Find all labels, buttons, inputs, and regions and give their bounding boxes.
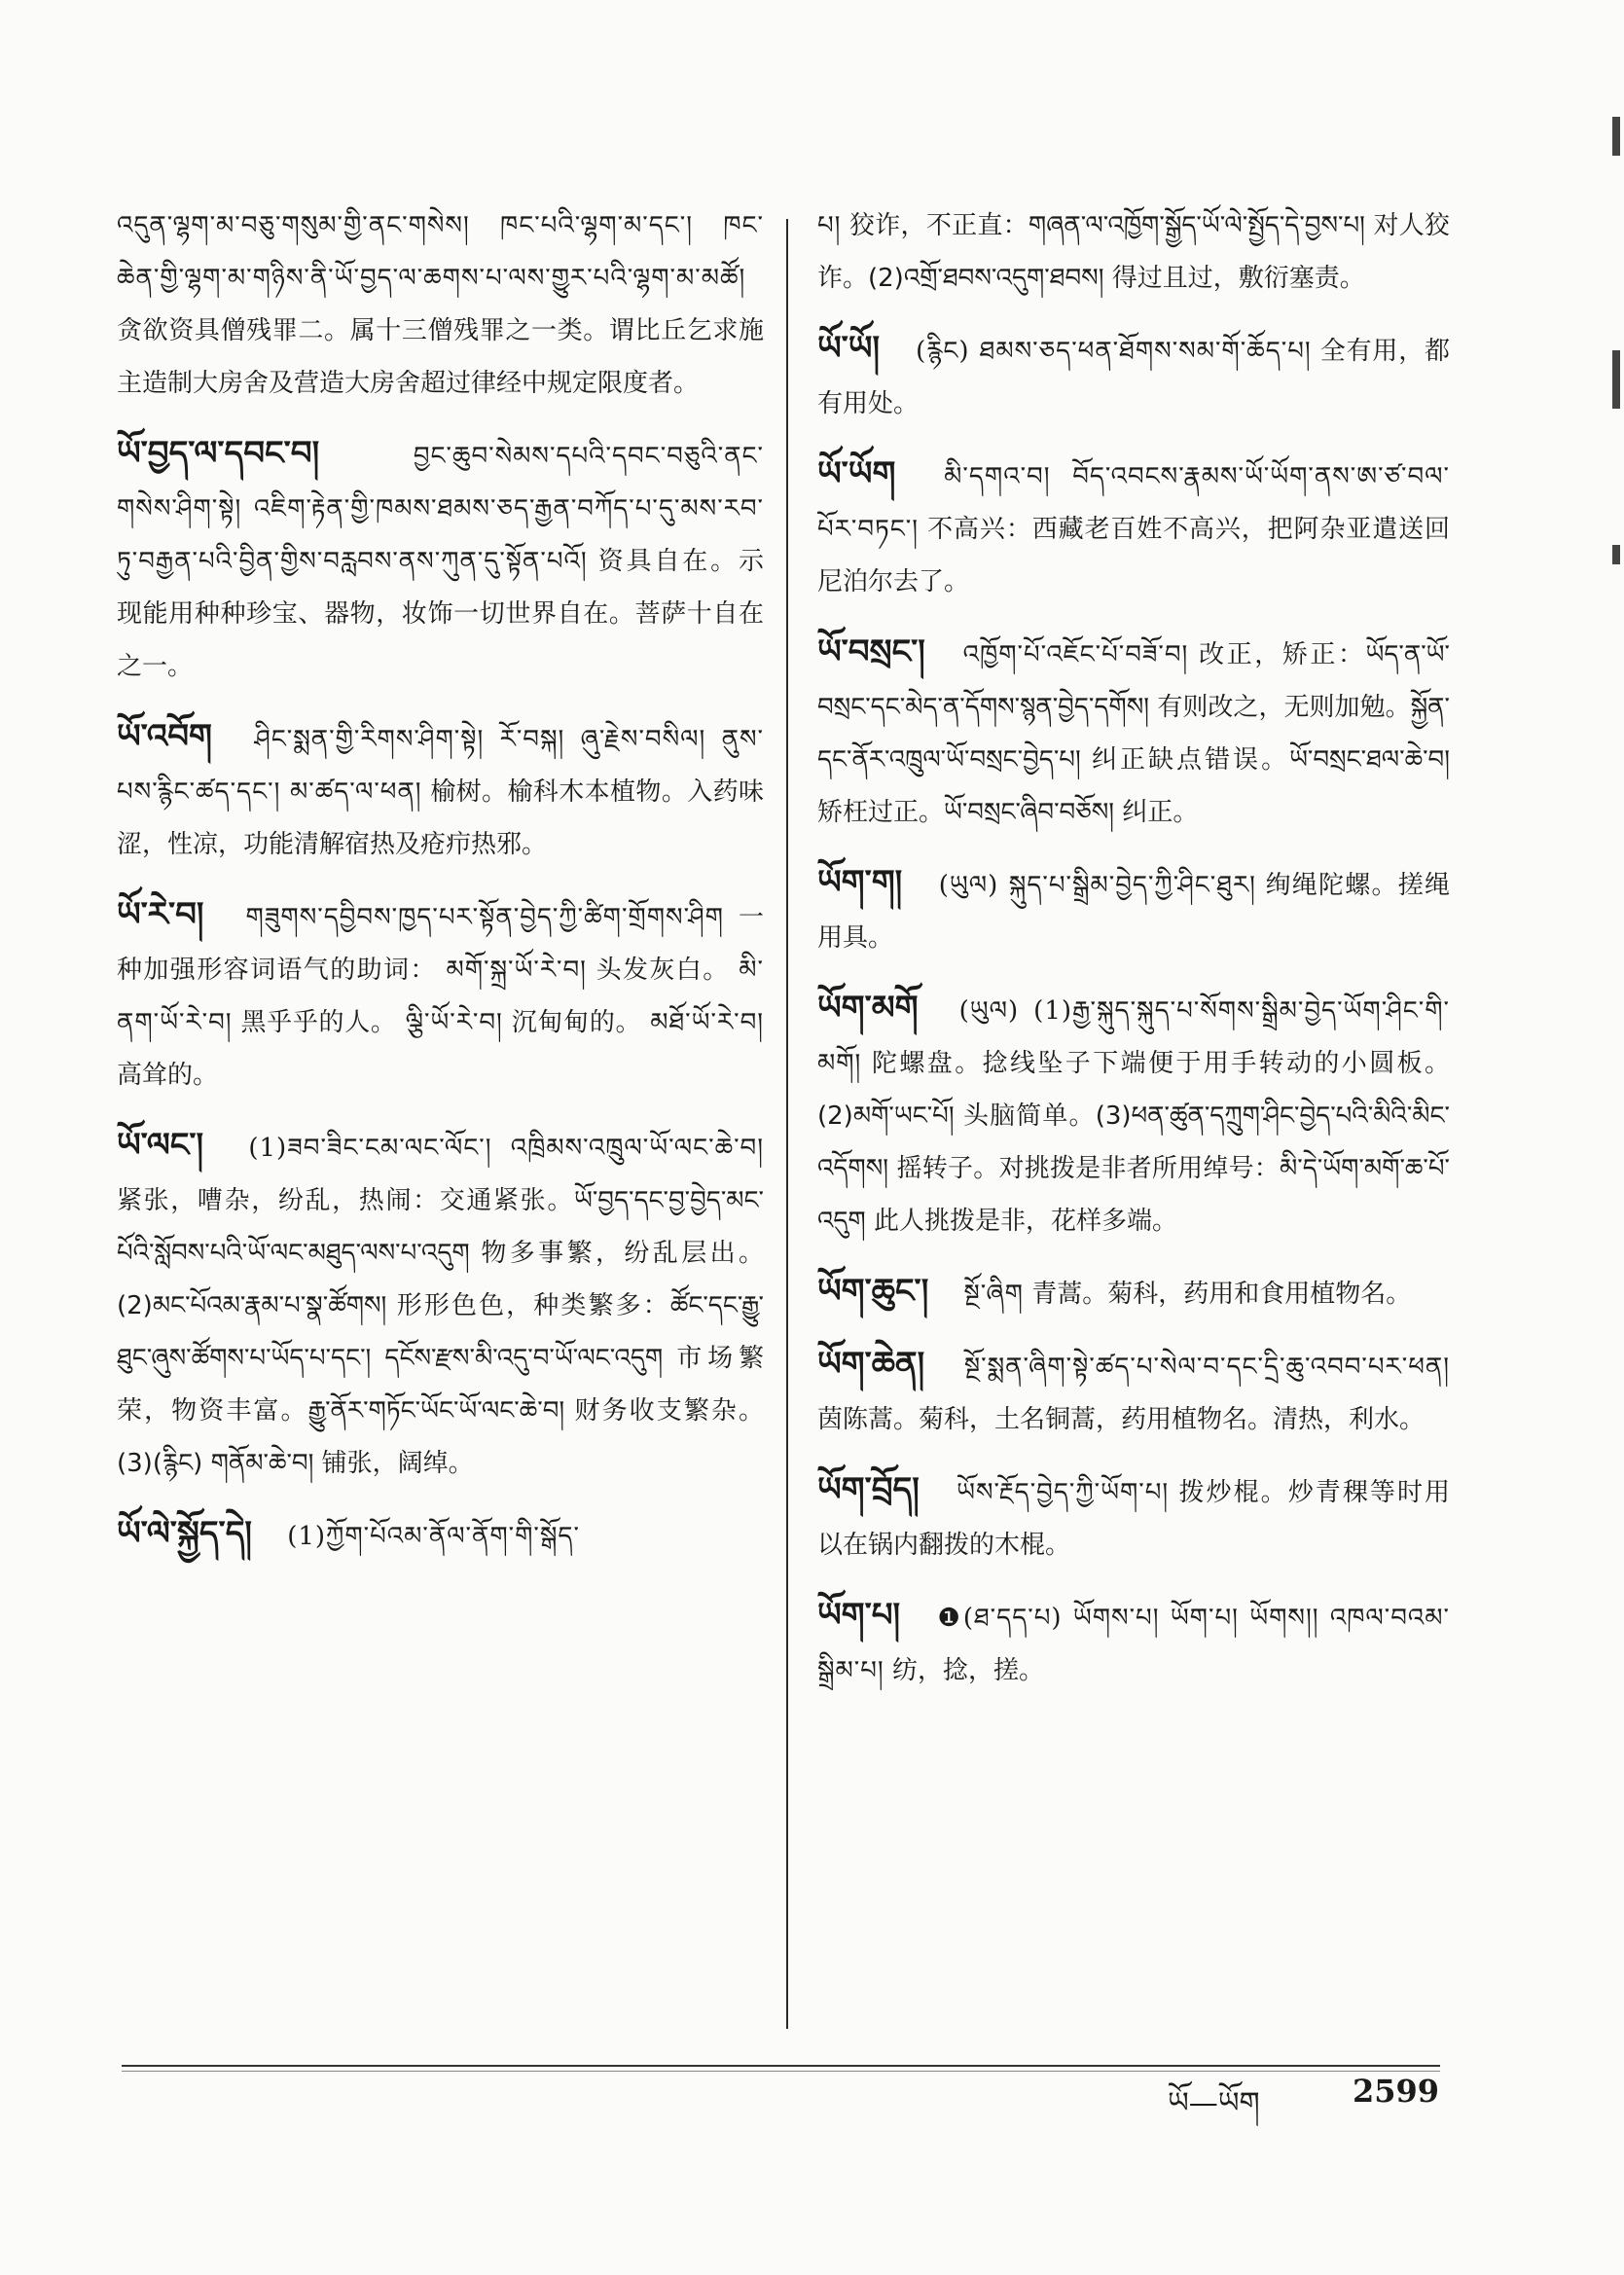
right-column xyxy=(817,199,1450,1715)
page-number: 2599 xyxy=(1353,2073,1440,2110)
definition-chinese: 紧张，嘈杂，纷乱，热闹：交通紧张。ཡོ་བྱད་དང་བྱ་བྱེད་མང་པོའི་སློབས་པའི་ཡོ་ལང་མཐུད་ལས་པ་འདུག 物多事繁，纷乱层出。(2)མང་པོའམ་རྣམ་པ་སྣ་ཚོགས། 形形色色，种类繁多：ཚོང་དང་རྒྱུ་ཐུང་ཞུས་ཚོགས་པ་ཡོད་པ་དང་། དངོས་རྫས་མི་འདུ་བ་ཡོ་ལང་འདུག 市场繁荣，物资丰富。རྒྱུ་ནོར་གཏོང་ཡོང་ཡོ་ལང་ཆེ་བ། 财务收支繁杂。(3)(རྙིང) གནོམ་ཆེ་བ། 铺张，阔绰。 xyxy=(117,1186,764,1478)
definition-chinese: 青蒿。菊科，药用和食用植物名。 xyxy=(1031,1280,1412,1309)
headword: ཡོ་ལེ་སྐྱོད་དེ། xyxy=(117,1514,252,1553)
example-chinese: 头发灰白。 xyxy=(595,956,730,985)
entry-continuation xyxy=(117,199,764,410)
definition-tibetan: (1)ཟབ་ཟིང་ངམ་ལང་ལོང་། འཁྲིམས་འཁྲུལ་ཡོ་ལང་ཆེ་བ། xyxy=(248,1134,764,1163)
binding-mark xyxy=(1612,545,1620,564)
definition-tibetan: ཡོས་རྔོད་བྱེད་ཀྱི་ཡོག་པ། xyxy=(956,1478,1170,1507)
definition-tibetan: (ཡུལ) སྐུད་པ་སྒྲིམ་བྱེད་ཀྱི་ཤིང་ཐུར། xyxy=(938,871,1256,900)
headword: ཡོ་ལང་། xyxy=(117,1126,204,1165)
footer-rule xyxy=(122,2065,1440,2067)
definition-chinese: 绚绳陀螺。搓绳用具。 xyxy=(817,871,1451,953)
headword: ཡོ་བྱད་ལ་དབང་བ། xyxy=(117,434,320,473)
binding-mark xyxy=(1612,350,1620,409)
dictionary-entry xyxy=(817,1265,1450,1320)
definition-tibetan: པ། xyxy=(817,211,842,240)
example-tibetan: མི་ནག་ཡོ་རེ་བ། xyxy=(117,956,764,1037)
dictionary-entry xyxy=(817,448,1450,608)
dictionary-entry xyxy=(817,982,1450,1247)
definition-tibetan: (རྙིང) ཐམས་ཅད་ཕན་ཐོགས་སམ་གོ་ཆོད་པ། xyxy=(916,337,1312,366)
dictionary-entry xyxy=(117,888,764,1101)
dictionary-entry xyxy=(817,626,1450,839)
headword: ཡོ་ཡོག xyxy=(817,454,896,493)
example-chinese: 黑乎乎的人。 xyxy=(240,1008,397,1037)
headword: ཡོག་ཆུང་། xyxy=(817,1272,929,1311)
running-footer-range: ཡོ—ཡོག xyxy=(1168,2086,1260,2120)
headword: ཡོག་པ། xyxy=(817,1596,901,1635)
headword: ཡོ་ཡོ། xyxy=(817,329,880,368)
dictionary-entry xyxy=(817,1463,1450,1571)
dictionary-entry xyxy=(817,1589,1450,1697)
definition-tibetan: གཟུགས་དབྱིབས་ཁྱད་པར་སྟོན་བྱེད་ཀྱི་ཚིག་གྲོགས་ཤིག xyxy=(245,903,724,932)
headword: ཡོ་འབོག xyxy=(117,717,212,756)
example-tibetan: མགོ་སྐྲ་ཡོ་རེ་བ། xyxy=(446,956,587,985)
column-divider xyxy=(786,219,788,2029)
definition-tibetan: ཤིང་སྨན་གྱི་རིགས་ཤིག་སྟེ། རོ་བསྐ། ཞུ་རྗེས་བསིལ། ནུས་པས་རྙིང་ཚད་དང་། མ་ཚད་ལ་ཕན། xyxy=(117,725,765,807)
definition-chinese: 全有用，都有用处。 xyxy=(817,337,1451,418)
definition-chinese: 狡诈，不正直：གཞན་ལ་འཁྱོག་སྒྱོད་ཡོ་ལེ་སྤྱོད་དེ་བྱས་པ། 对人狡诈。(2)འགྲོ་ཐབས་འདུག་ཐབས། 得过且过，敷衍塞责。 xyxy=(817,211,1451,293)
definition-chinese: 榆树。榆科木本植物。入药味涩，性凉，功能清解宿热及疮疖热邪。 xyxy=(117,777,765,859)
definition-tibetan: (ཡུལ) (1)རྒྱ་སྐུད་སྐུད་པ་སོགས་སྒྲིམ་བྱེད་ཡོག་ཤིང་གི་མགོ། xyxy=(817,996,1450,1078)
headword: ཡོག་མགོ xyxy=(817,989,919,1028)
dictionary-entry xyxy=(117,1507,764,1563)
dictionary-entry xyxy=(117,1119,764,1490)
dictionary-entry xyxy=(817,856,1450,964)
example-tibetan: ལྕི་ཡོ་རེ་བ། xyxy=(405,1008,503,1037)
entry-continuation xyxy=(817,199,1450,305)
definition-chinese: 茵陈蒿。菊科，土名铜蒿，药用植物名。清热，利水。 xyxy=(817,1405,1426,1434)
example-tibetan: མཐོ་ཡོ་རེ་བ། xyxy=(650,1008,765,1037)
dictionary-entry xyxy=(117,427,764,693)
definition-chinese: 资具自在。示现能用种种珍宝、器物，妆饰一切世界自在。菩萨十自在之一。 xyxy=(117,547,764,681)
example-chinese: 沉甸甸的。 xyxy=(511,1008,642,1037)
dictionary-entry xyxy=(817,1338,1450,1446)
definition-tibetan: སྔོ་ཞིག xyxy=(963,1280,1024,1309)
definition-chinese: 一种加强形容词语气的助词： xyxy=(117,903,765,985)
headword: ཡོག་བྲོད། xyxy=(817,1470,920,1509)
definition-tibetan: ❶(ཐ་དད་པ) ཡོགས་པ། ཡོག་པ། ཡོགས།། འཁལ་བའམ་སྒྲིམ་པ། xyxy=(817,1604,1451,1685)
left-column xyxy=(117,199,764,1580)
headword: ཡོག་ག། xyxy=(817,863,903,902)
definition-tibetan: སྔོ་སྨན་ཞིག་སྟེ་ཚད་པ་སེལ་བ་དང་དྲི་ཆུ་འབབ་པར་ཕན། xyxy=(963,1353,1450,1382)
binding-mark xyxy=(1612,117,1620,156)
headword: ཡོག་ཆེན། xyxy=(817,1345,925,1384)
example-chinese: 高耸的。 xyxy=(117,1061,219,1090)
definition-tibetan: བྱང་ཆུབ་སེམས་དཔའི་དབང་བཅུའི་ནང་གསེས་ཤིག་སྟེ། འཇིག་རྟེན་གྱི་ཁམས་ཐམས་ཅད་རྒྱན་བཀོད་པ་དུ་མས་རབ་ཏུ་བརྒྱན་པའི་བྱིན་གྱིས་བརླབས་ནས་ཀུན་དུ་སྟོན་པའོ། xyxy=(117,442,764,576)
definition-chinese: 不高兴：西藏老百姓不高兴，把阿杂亚遣送回尼泊尔去了。 xyxy=(817,515,1450,596)
dictionary-entry xyxy=(117,710,764,871)
definition-tibetan: འདུན་ལྷག་མ་བཅུ་གསུམ་གྱི་ནང་གསེས། ཁང་པའི་ལྷག་མ་དང་། ཁང་ཆེན་གྱི་ལྷག་མ་གཉིས་ནི་ཡོ་བྱད་ལ་ཆགས་པ་ལས་གྱུར་པའི་ལྷག་མ་མཚོ། xyxy=(117,211,764,293)
definition-tibetan: (1)ཀྱོག་པོའམ་ནོལ་ནོག་གི་སྒོད་ xyxy=(287,1522,580,1551)
definition-chinese: 陀螺盘。捻线坠子下端便于用手转动的小圆板。(2)མགོ་ཡང་པོ། 头脑简单。(3)ཕན་ཚུན་དཀྲུག་ཤིང་བྱེད་པའི་མིའི་མིང་འདོགས། 摇转子。对挑拨是非者所用绰号：མི་དེ་ཡོག་མགོ་ཆ་པོ་འདུག 此人挑拨是非，花样多端。 xyxy=(817,1049,1450,1236)
definition-chinese: 拨炒棍。炒青稞等时用以在锅内翻拨的木棍。 xyxy=(817,1478,1450,1560)
headword: ཡོ་བསྲང་། xyxy=(817,632,925,671)
headword: ཡོ་རེ་བ། xyxy=(117,895,204,934)
definition-chinese: 改正，矫正：ཡོད་ན་ཡོ་བསྲང་དང་མེད་ན་དོགས་སྙན་བྱེད་དགོས། 有则改之，无则加勉。སྐྱོན་དང་ནོར་འཁྲུལ་ཡོ་བསྲང་བྱེད་པ། 纠正缺点错误。ཡོ་བསྲང་ཐལ་ཆེ་བ། 矫枉过正。ཡོ་བསྲང་ཞིབ་བཅོས། 纠正。 xyxy=(817,640,1450,827)
dictionary-entry xyxy=(817,322,1450,430)
definition-tibetan: འཁྱོག་པོ་འཇོང་པོ་བཟོ་བ། xyxy=(962,640,1189,669)
definition-tibetan: མི་དགའ་བ། བོད་འབངས་རྣམས་ཡོ་ཡོག་ནས་ཨ་ཙ་བལ་པོར་བཏང་། xyxy=(817,462,1451,544)
definition-chinese: 纺，捻，搓。 xyxy=(891,1656,1044,1685)
definition-chinese: 贪欲资具僧残罪二。属十三僧残罪之一类。谓比丘乞求施主造制大房舍及营造大房舍超过律经中规定限度者。 xyxy=(117,316,764,398)
